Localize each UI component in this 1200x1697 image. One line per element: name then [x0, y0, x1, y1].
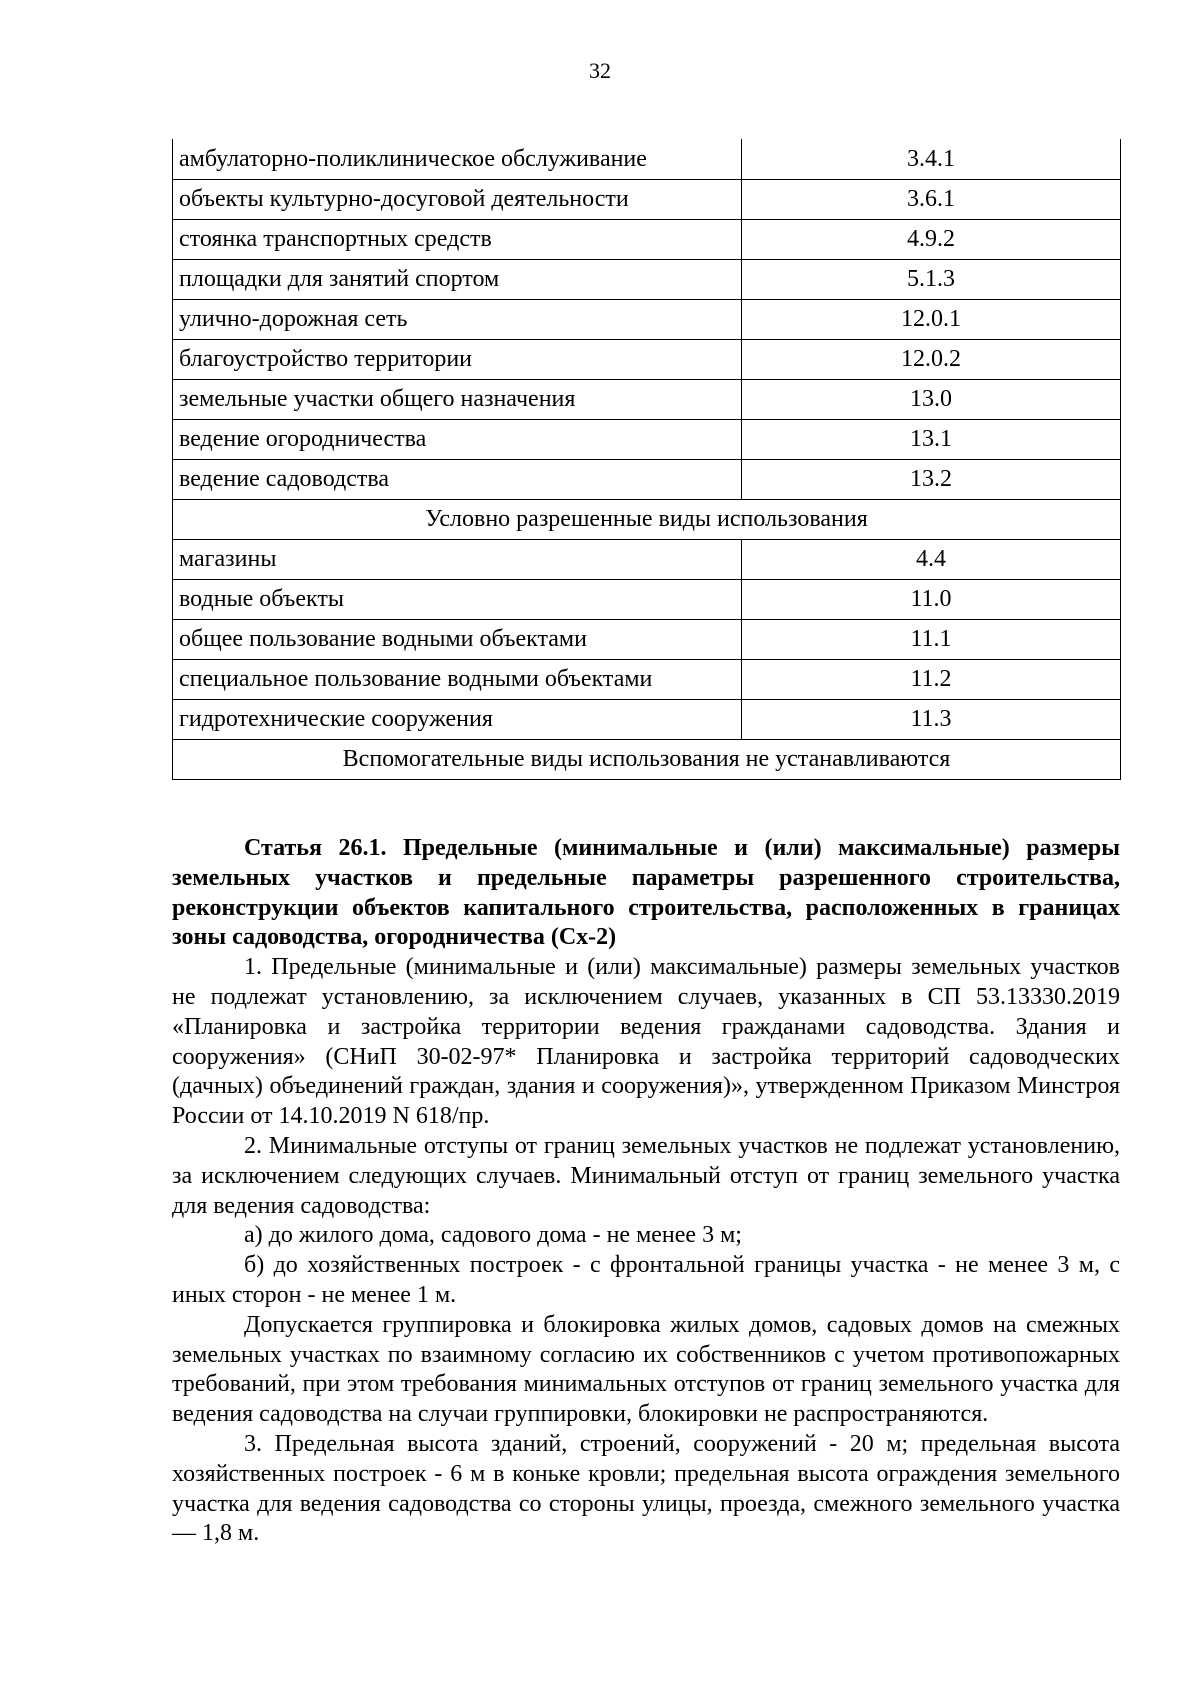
use-type-name: благоустройство территории: [173, 339, 742, 379]
land-use-table: [172, 139, 1121, 780]
paragraph-1: 1. Предельные (минимальные и (или) максимальные) размеры земельных участков не подлежат установлению, за исключением случаев, указанных в СП 53.13330.2019 «Планировка и застройка территории ведения гражданами садоводства. Здания и сооружения» (СНиП 30-02-97* Планировка и застройка территорий садоводческих (дачных) объединений граждан, здания и сооружения)», утвержденном Приказом Минстроя России от 14.10.2019 N 618/пр.: [172, 954, 1120, 1130]
table-row: [173, 259, 1121, 299]
table-row: [173, 379, 1121, 419]
table-section-header: [173, 499, 1121, 539]
table-footer-row: [173, 739, 1121, 779]
use-type-name: земельные участки общего назначения: [173, 379, 742, 419]
use-type-name: ведение садоводства: [173, 459, 742, 499]
paragraph-2a: а) до жилого дома, садового дома - не менее 3 м;: [244, 1222, 742, 1249]
use-type-name: площадки для занятий спортом: [173, 259, 742, 299]
paragraph-2: 2. Минимальные отступы от границ земельных участков не подлежат установлению, за исключением следующих случаев. Минимальный отступ от границ земельного участка для ведения садоводства:: [172, 1132, 1120, 1219]
use-type-code: 12.0.2: [742, 339, 1121, 379]
use-type-code: 13.2: [742, 459, 1121, 499]
use-type-code: 13.0: [742, 379, 1121, 419]
table-row: [173, 219, 1121, 259]
table-row: [173, 299, 1121, 339]
use-type-code: 3.6.1: [742, 179, 1121, 219]
conditional-uses-header: Условно разрешенные виды использования: [173, 499, 1121, 539]
use-type-name: магазины: [173, 539, 742, 579]
table-row: [173, 579, 1121, 619]
page-number: 32: [589, 58, 611, 83]
use-type-code: 3.4.1: [742, 139, 1121, 179]
table-row: [173, 139, 1121, 179]
use-type-code: 11.3: [742, 699, 1121, 739]
table-row: [173, 459, 1121, 499]
table-row: [173, 339, 1121, 379]
table-row: [173, 619, 1121, 659]
use-type-name: объекты культурно-досуговой деятельности: [173, 179, 742, 219]
use-type-code: 4.9.2: [742, 219, 1121, 259]
paragraph-2b: б) до хозяйственных построек - с фронтальной границы участка - не менее 3 м, с иных сторон - не менее 1 м.: [172, 1252, 1120, 1308]
use-type-name: специальное пользование водными объектами: [173, 659, 742, 699]
use-type-code: 11.2: [742, 659, 1121, 699]
use-type-name: гидротехнические сооружения: [173, 699, 742, 739]
use-type-code: 11.0: [742, 579, 1121, 619]
paragraph-grouping: Допускается группировка и блокировка жилых домов, садовых домов на смежных земельных участках по взаимному согласию их собственников с учетом противопожарных требований, при этом требования минимальных отступов от границ земельного участка для ведения садоводства на случаи группировки, блокировки не распространяются.: [172, 1311, 1120, 1428]
use-type-name: улично-дорожная сеть: [173, 299, 742, 339]
table-row: [173, 179, 1121, 219]
auxiliary-uses-note: Вспомогательные виды использования не устанавливаются: [173, 739, 1121, 779]
use-type-code: 4.4: [742, 539, 1121, 579]
article-body: [172, 834, 1120, 1549]
use-type-name: амбулаторно-поликлиническое обслуживание: [173, 139, 742, 179]
use-type-code: 12.0.1: [742, 299, 1121, 339]
table-row: [173, 699, 1121, 739]
table-row: [173, 659, 1121, 699]
use-type-name: водные объекты: [173, 579, 742, 619]
use-type-name: стоянка транспортных средств: [173, 219, 742, 259]
table-row: [173, 539, 1121, 579]
use-type-name: ведение огородничества: [173, 419, 742, 459]
use-type-name: общее пользование водными объектами: [173, 619, 742, 659]
use-type-code: 13.1: [742, 419, 1121, 459]
use-type-code: 11.1: [742, 619, 1121, 659]
use-type-code: 5.1.3: [742, 259, 1121, 299]
article-title: Статья 26.1. Предельные (минимальные и (или) максимальные) размеры земельных участков и предельные параметры разрешенного строительства, реконструкции объектов капитального строительства, расположенных в границах зоны садоводства, огородничества (Сх-2): [172, 835, 1120, 951]
table-row: [173, 419, 1121, 459]
paragraph-3: 3. Предельная высота зданий, строений, сооружений - 20 м; предельная высота хозяйственных построек - 6 м в коньке кровли; предельная высота ограждения земельного участка для ведения садоводства со стороны улицы, проезда, смежного земельного участка — 1,8 м.: [172, 1430, 1120, 1547]
